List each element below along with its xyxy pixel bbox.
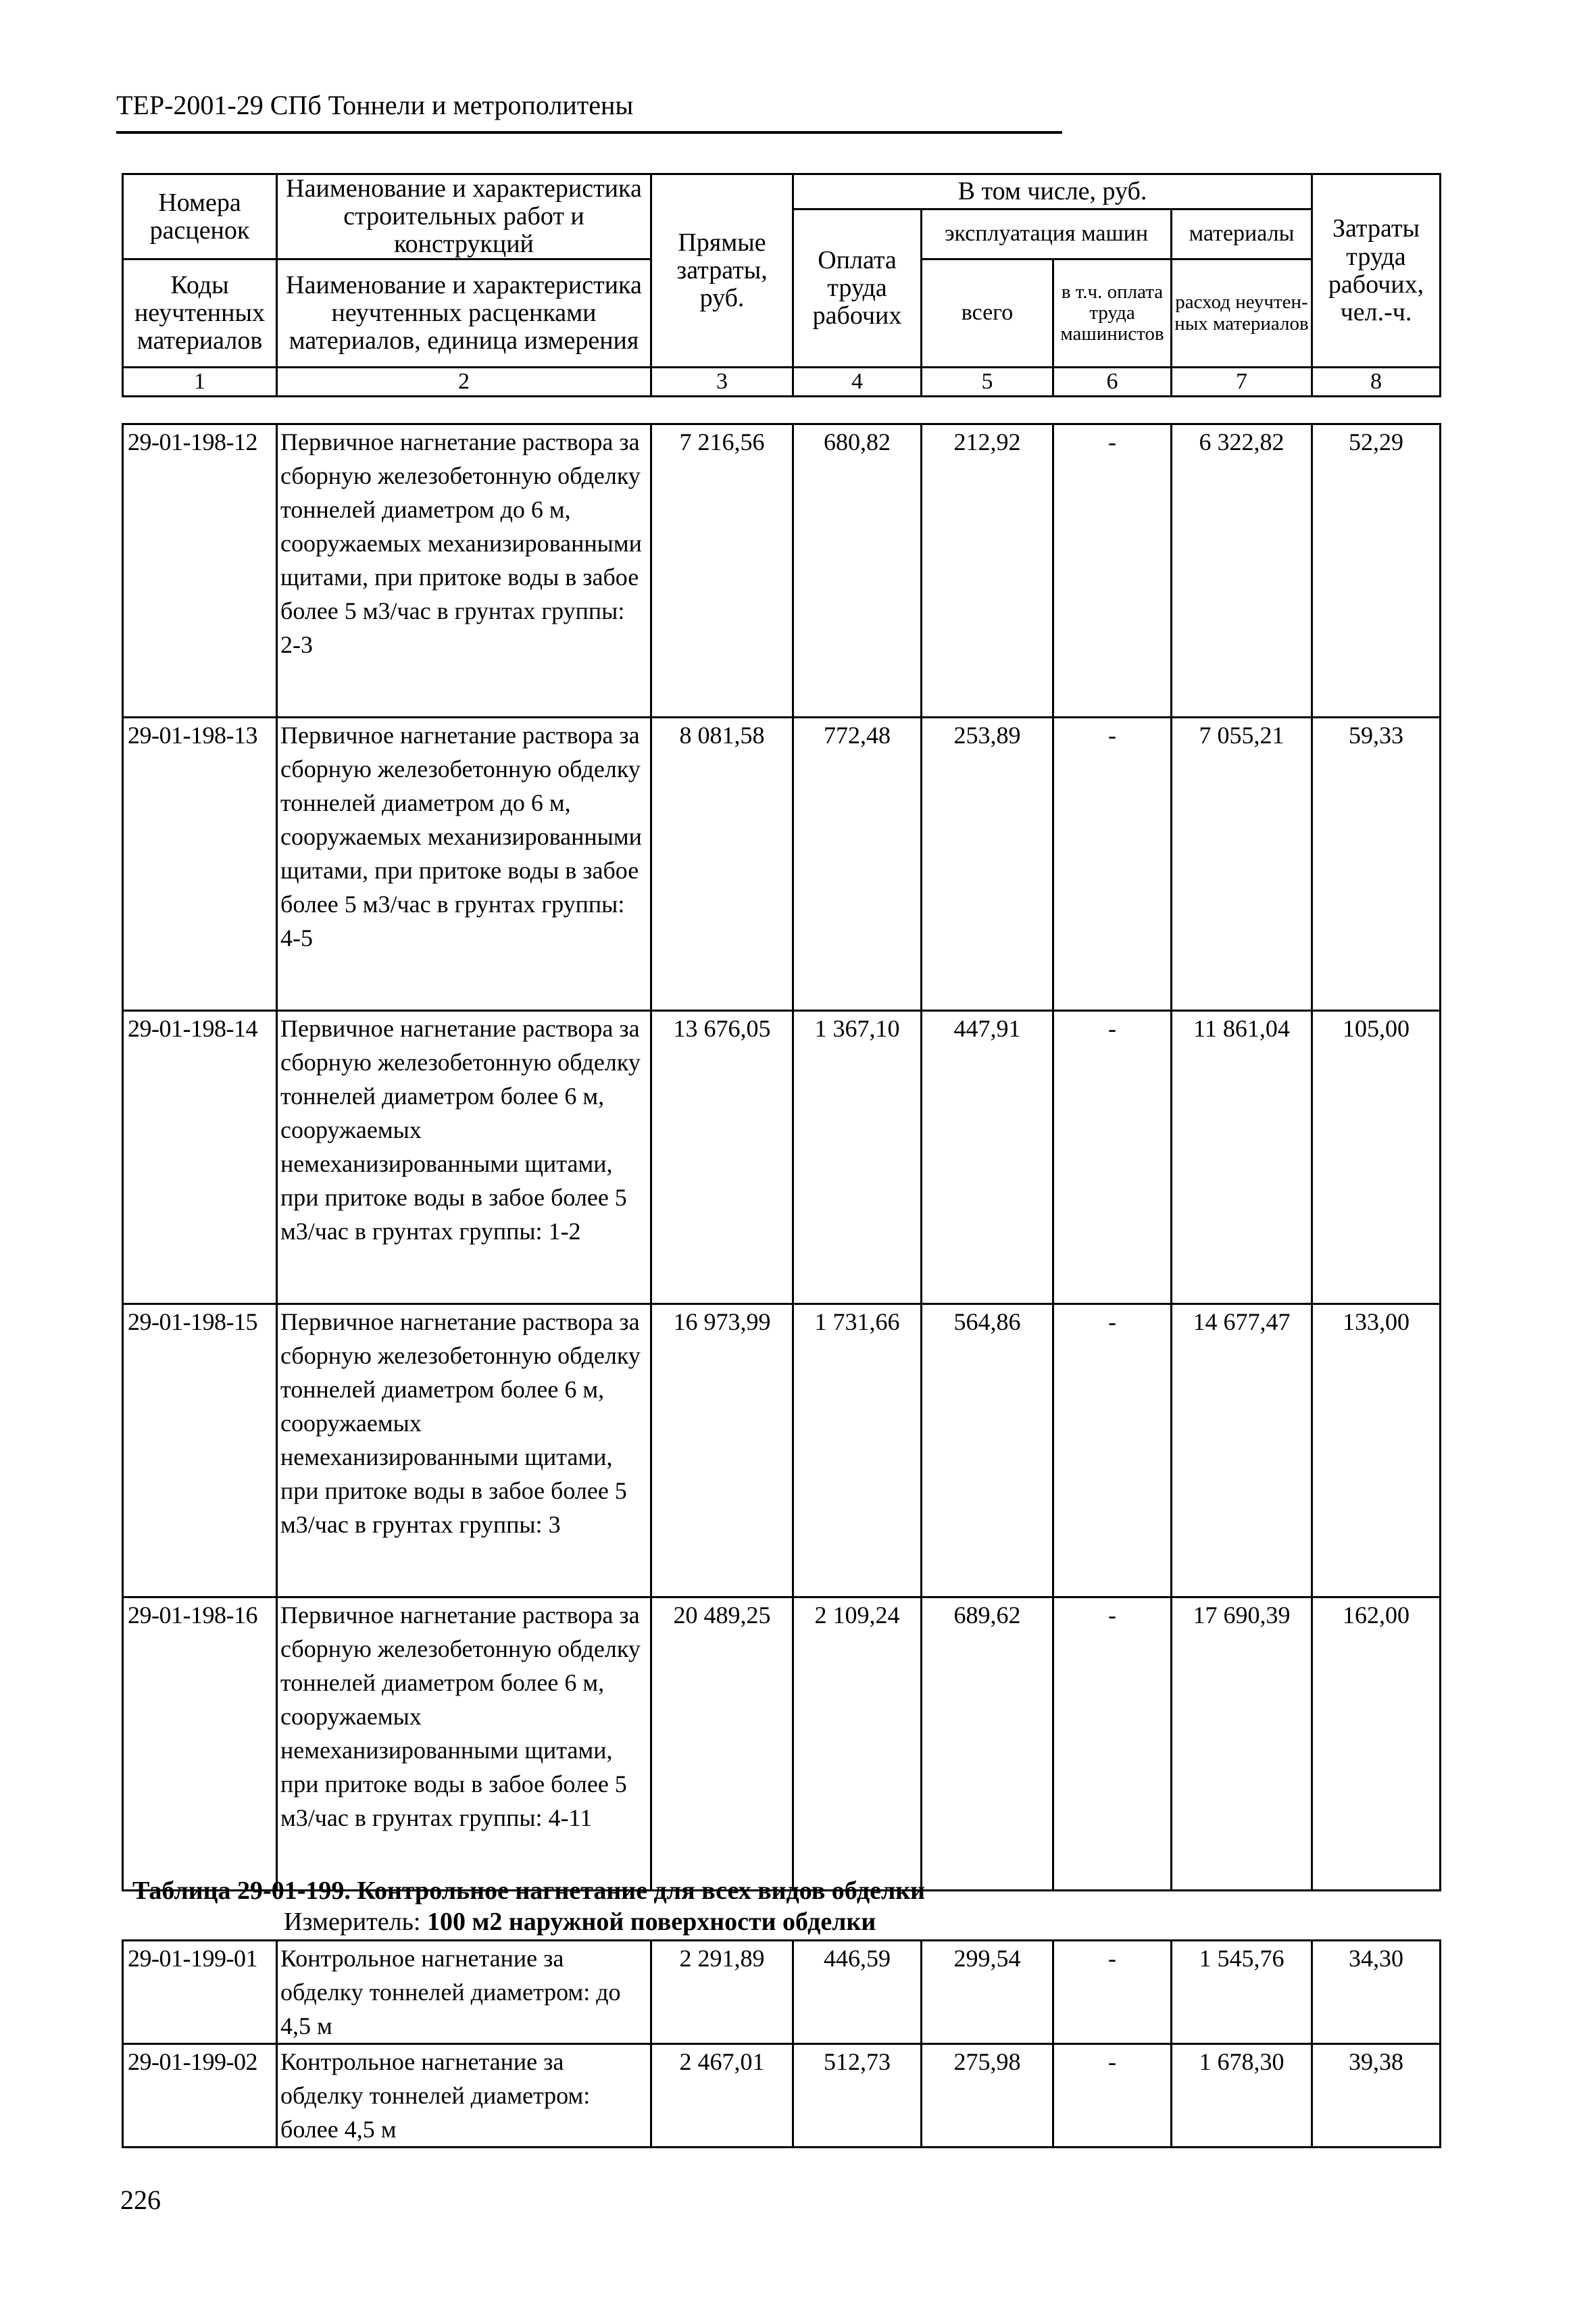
labor-pay: 1 367,10 bbox=[793, 1011, 922, 1304]
table-row bbox=[123, 1011, 1441, 1304]
column-number: 5 bbox=[922, 368, 1053, 397]
rate-code: 29-01-198-15 bbox=[123, 1304, 277, 1597]
table-caption: Таблица 29-01-199. Контрольное нагнетание для всех видов обделки bbox=[132, 1877, 926, 1905]
work-description: Первичное нагнетание раствора за сборную железобетонную обделку тоннелей диаметром более 6 м, сооружаемых немеханизированными щитами, при притоке воды в забое более 5 м3/час в грунтах группы: 3 bbox=[277, 1304, 651, 1597]
column-number: 2 bbox=[277, 368, 651, 397]
machines-total: 447,91 bbox=[922, 1011, 1053, 1304]
machines-total: 275,98 bbox=[922, 2044, 1053, 2148]
direct-costs: 7 216,56 bbox=[651, 424, 793, 718]
machinists-pay: - bbox=[1053, 2044, 1172, 2148]
header-machine-operation: эксплуатация машин bbox=[922, 209, 1172, 259]
direct-costs: 2 291,89 bbox=[651, 1941, 793, 2044]
rate-code: 29-01-198-12 bbox=[123, 424, 277, 718]
work-description: Контрольное нагнетание за обделку тоннелей диаметром: до 4,5 м bbox=[277, 1941, 651, 2044]
labor-pay: 1 731,66 bbox=[793, 1304, 922, 1597]
column-number: 4 bbox=[793, 368, 922, 397]
table-row bbox=[123, 1304, 1441, 1597]
column-number: 8 bbox=[1312, 368, 1441, 397]
materials-cost: 14 677,47 bbox=[1172, 1304, 1312, 1597]
machinists-pay: - bbox=[1053, 1597, 1172, 1891]
direct-costs: 20 489,25 bbox=[651, 1597, 793, 1891]
work-description: Первичное нагнетание раствора за сборную железобетонную обделку тоннелей диаметром более 6 м, сооружаемых немеханизированными щитами, при притоке воды в забое более 5 м3/час в грунтах группы: 4-11 bbox=[277, 1597, 651, 1891]
labor-pay: 446,59 bbox=[793, 1941, 922, 2044]
header-table bbox=[122, 173, 1441, 397]
labor-pay: 680,82 bbox=[793, 424, 922, 718]
labor-hours: 52,29 bbox=[1312, 424, 1441, 718]
labor-hours: 39,38 bbox=[1312, 2044, 1441, 2148]
header-machinists-pay: в т.ч. оплата труда машинистов bbox=[1053, 259, 1172, 368]
header-labor-hours: Затраты труда рабочих, чел.-ч. bbox=[1312, 174, 1441, 368]
header-machines-total: всего bbox=[922, 259, 1053, 368]
measure-prefix: Измеритель: bbox=[284, 1908, 427, 1936]
work-description: Первичное нагнетание раствора за сборную железобетонную обделку тоннелей диаметром до 6 м, сооружаемых механизированными щитами, при притоке воды в забое более 5 м3/час в грунтах группы: 4-5 bbox=[277, 718, 651, 1011]
machinists-pay: - bbox=[1053, 1304, 1172, 1597]
direct-costs: 16 973,99 bbox=[651, 1304, 793, 1597]
rate-code: 29-01-199-01 bbox=[123, 1941, 277, 2044]
table-row bbox=[123, 1597, 1441, 1891]
header-labor-pay: Оплата труда рабочих bbox=[793, 209, 922, 368]
table-row bbox=[123, 718, 1441, 1011]
header-unaccounted-materials: расход неучтен-ных материалов bbox=[1172, 259, 1312, 368]
labor-pay: 2 109,24 bbox=[793, 1597, 922, 1891]
machinists-pay: - bbox=[1053, 424, 1172, 718]
direct-costs: 2 467,01 bbox=[651, 2044, 793, 2148]
table-row bbox=[123, 1941, 1441, 2044]
materials-cost: 1 545,76 bbox=[1172, 1941, 1312, 2044]
machines-total: 212,92 bbox=[922, 424, 1053, 718]
labor-hours: 162,00 bbox=[1312, 1597, 1441, 1891]
rate-code: 29-01-198-14 bbox=[123, 1011, 277, 1304]
materials-cost: 11 861,04 bbox=[1172, 1011, 1312, 1304]
materials-cost: 1 678,30 bbox=[1172, 2044, 1312, 2148]
column-number: 6 bbox=[1053, 368, 1172, 397]
header-material-names: Наименование и характеристика неучтенных расценками материалов, единица измерения bbox=[277, 259, 651, 368]
labor-hours: 59,33 bbox=[1312, 718, 1441, 1011]
header-materials: материалы bbox=[1172, 209, 1312, 259]
work-description: Первичное нагнетание раствора за сборную железобетонную обделку тоннелей диаметром до 6 м, сооружаемых механизированными щитами, при притоке воды в забое более 5 м3/час в грунтах группы: 2-3 bbox=[277, 424, 651, 718]
rate-code: 29-01-199-02 bbox=[123, 2044, 277, 2148]
labor-pay: 512,73 bbox=[793, 2044, 922, 2148]
machines-total: 564,86 bbox=[922, 1304, 1053, 1597]
machines-total: 253,89 bbox=[922, 718, 1053, 1011]
column-number: 3 bbox=[651, 368, 793, 397]
machines-total: 689,62 bbox=[922, 1597, 1053, 1891]
labor-pay: 772,48 bbox=[793, 718, 922, 1011]
materials-cost: 6 322,82 bbox=[1172, 424, 1312, 718]
work-description: Первичное нагнетание раствора за сборную железобетонную обделку тоннелей диаметром более 6 м, сооружаемых немеханизированными щитами, при притоке воды в забое более 5 м3/час в грунтах группы: 1-2 bbox=[277, 1011, 651, 1304]
direct-costs: 13 676,05 bbox=[651, 1011, 793, 1304]
header-direct-costs: Прямые затраты, руб. bbox=[651, 174, 793, 368]
labor-hours: 34,30 bbox=[1312, 1941, 1441, 2044]
page-number: 226 bbox=[120, 2185, 161, 2215]
materials-cost: 17 690,39 bbox=[1172, 1597, 1312, 1891]
machines-total: 299,54 bbox=[922, 1941, 1053, 2044]
rates-table-199 bbox=[122, 1939, 1441, 2148]
rates-table-198 bbox=[122, 423, 1441, 1891]
document-title: ТЕР-2001-29 СПб Тоннели и метрополитены bbox=[116, 90, 634, 120]
measure-line bbox=[284, 1907, 876, 1937]
table-row bbox=[123, 424, 1441, 718]
measure-value: 100 м2 наружной поверхности обделки bbox=[427, 1908, 876, 1936]
header-including: В том числе, руб. bbox=[793, 174, 1312, 209]
machinists-pay: - bbox=[1053, 1011, 1172, 1304]
machinists-pay: - bbox=[1053, 1941, 1172, 2044]
column-number: 7 bbox=[1172, 368, 1312, 397]
header-rate-numbers: Номера расценок bbox=[123, 174, 277, 259]
machinists-pay: - bbox=[1053, 718, 1172, 1011]
work-description: Контрольное нагнетание за обделку тоннелей диаметром: более 4,5 м bbox=[277, 2044, 651, 2148]
labor-hours: 133,00 bbox=[1312, 1304, 1441, 1597]
labor-hours: 105,00 bbox=[1312, 1011, 1441, 1304]
column-number: 1 bbox=[123, 368, 277, 397]
title-rule bbox=[116, 131, 1062, 134]
rate-code: 29-01-198-16 bbox=[123, 1597, 277, 1891]
header-work-name: Наименование и характеристика строительных работ и конструкций bbox=[277, 174, 651, 259]
header-material-codes: Коды неучтенных материалов bbox=[123, 259, 277, 368]
direct-costs: 8 081,58 bbox=[651, 718, 793, 1011]
materials-cost: 7 055,21 bbox=[1172, 718, 1312, 1011]
rate-code: 29-01-198-13 bbox=[123, 718, 277, 1011]
table-row bbox=[123, 2044, 1441, 2148]
